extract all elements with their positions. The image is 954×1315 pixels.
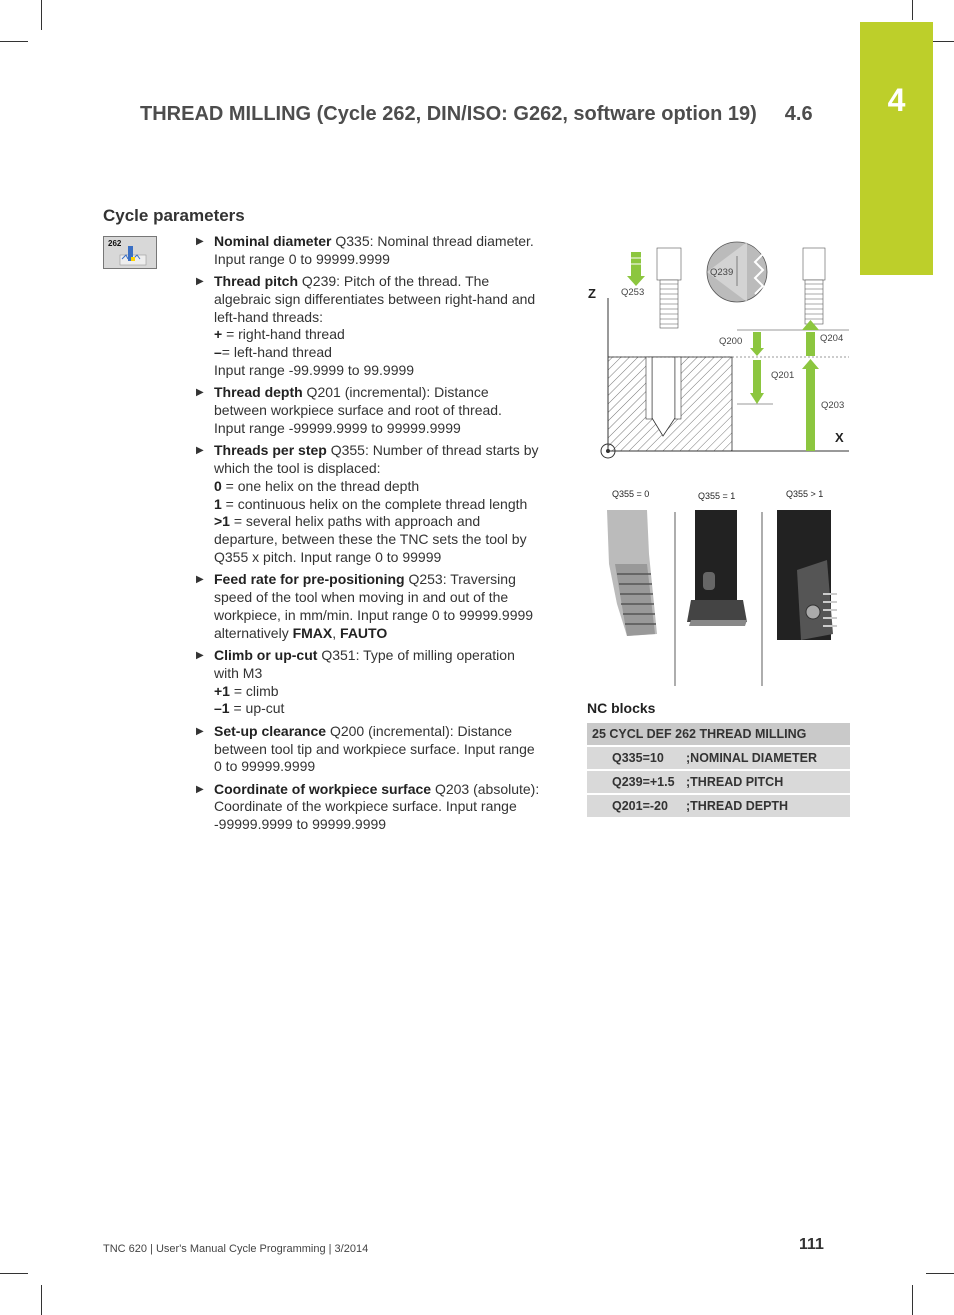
- page-header: [140, 103, 813, 126]
- parameter-line: [214, 647, 558, 665]
- text-run: 0 to 99999.9999: [214, 758, 316, 775]
- text-run: Q335: Nominal thread diameter.: [331, 233, 534, 249]
- q203-label: Q203: [821, 400, 845, 411]
- tool-photo-2: [687, 510, 747, 626]
- parameter-line: [214, 309, 558, 327]
- q200-label: Q200: [719, 336, 743, 347]
- parameter-line: [214, 607, 558, 625]
- parameter-item: [196, 384, 558, 437]
- text-run: alternatively: [214, 624, 293, 641]
- q253-label: Q253: [621, 287, 645, 298]
- text-run: between workpiece surface and root of thread.: [214, 402, 502, 419]
- parameter-line: [214, 442, 558, 460]
- text-run: speed of the tool when moving in and out of the: [214, 589, 509, 606]
- parameter-item: [196, 273, 558, 380]
- footer-text: TNC 620 | User's Manual Cycle Programming | 3/2014: [103, 1243, 369, 1255]
- text-run: left-hand threads:: [214, 308, 323, 325]
- section-number: 4.6: [784, 103, 813, 125]
- threads-per-step-photos: [587, 484, 852, 689]
- feed-rate-arrow: [627, 252, 645, 286]
- text-run: -99999.9999 to 99999.9999: [214, 816, 387, 833]
- tool-photo-1: [607, 510, 657, 636]
- bold-text: –1: [214, 700, 230, 717]
- text-run: Q201 (incremental): Distance: [302, 384, 489, 401]
- text-run: Q253: Traversing: [404, 571, 516, 588]
- q239-label: Q239: [710, 267, 734, 278]
- parameter-line: [214, 233, 558, 251]
- tool-1: [657, 248, 681, 328]
- bold-text: Set-up clearance: [214, 722, 327, 739]
- parameter-line: [214, 251, 558, 269]
- parameter-line: [214, 344, 558, 362]
- q201-label: Q201: [771, 370, 795, 381]
- parameter-line: [214, 589, 558, 607]
- nc-blocks-heading: NC blocks: [587, 700, 656, 716]
- text-run: = climb: [229, 682, 279, 699]
- bullet-arrow-icon: ▶: [196, 650, 204, 662]
- parameter-line: [214, 460, 558, 478]
- parameter-line: [214, 549, 558, 567]
- nc-blocks-table: [587, 723, 850, 819]
- bullet-arrow-icon: ▶: [196, 574, 204, 586]
- tool-2: [803, 248, 825, 324]
- bold-text: +: [214, 326, 223, 343]
- text-run: Q200 (incremental): Distance: [326, 722, 513, 739]
- parameter-item: [196, 571, 558, 642]
- parameter-item: [196, 723, 558, 776]
- parameter-item: [196, 647, 558, 718]
- parameter-line: [214, 816, 558, 834]
- photo-label-q355-1: Q355 = 1: [698, 491, 736, 501]
- bold-text: +1: [214, 682, 230, 699]
- crop-mark: [912, 0, 913, 20]
- text-run: workpiece, in mm/min. Input range 0 to 99999.9999: [214, 606, 534, 623]
- bold-text: 0: [214, 477, 222, 494]
- parameter-line: [214, 291, 558, 309]
- crop-mark: [926, 1273, 954, 1274]
- nc-comment: ;THREAD PITCH: [686, 775, 784, 789]
- parameter-line: [214, 531, 558, 549]
- bullet-arrow-icon: ▶: [196, 387, 204, 399]
- bullet-arrow-icon: ▶: [196, 445, 204, 457]
- page-title: THREAD MILLING (Cycle 262, DIN/ISO: G262, software option 19): [140, 103, 757, 125]
- bullet-arrow-icon: ▶: [196, 725, 204, 737]
- chapter-tab: [860, 22, 933, 275]
- photo-label-q355-gt1: Q355 > 1: [786, 489, 824, 499]
- bold-text: Nominal diameter: [214, 233, 332, 249]
- bullet-arrow-icon: ▶: [196, 236, 204, 247]
- bold-text: Thread depth: [214, 384, 303, 401]
- nc-header-row: 25 CYCL DEF 262 THREAD MILLING: [587, 723, 850, 745]
- text-run: = right-hand thread: [222, 326, 345, 343]
- bold-text: –: [214, 344, 222, 361]
- bold-text: >1: [214, 513, 230, 530]
- parameter-line: [214, 420, 558, 438]
- text-run: = several helix paths with approach and: [229, 513, 481, 530]
- text-run: Q239: Pitch of the thread. The: [298, 273, 490, 290]
- x-axis-label: X: [835, 430, 844, 445]
- parameter-item: [196, 442, 558, 567]
- parameter-line: [214, 402, 558, 420]
- page-number: 111: [799, 1236, 824, 1253]
- parameter-list: [196, 233, 558, 839]
- text-run: Q355 x pitch. Input range 0 to 99999: [214, 549, 442, 566]
- text-run: = one helix on the thread depth: [221, 477, 420, 494]
- text-run: Input range 0 to 99999.9999: [214, 250, 390, 267]
- chapter-number: 4: [887, 82, 906, 118]
- text-run: with M3: [214, 664, 263, 681]
- text-run: Input range -99.9999 to 99.9999: [214, 362, 415, 379]
- parameter-line: [214, 496, 558, 514]
- z-axis-label: Z: [588, 286, 596, 301]
- parameter-line: [214, 384, 558, 402]
- q204-label: Q204: [820, 333, 844, 344]
- text-run: Q355: Number of thread starts by: [326, 442, 539, 459]
- bold-text: FMAX: [292, 624, 333, 641]
- bold-text: Coordinate of workpiece surface: [214, 780, 432, 797]
- text-run: Q351: Type of milling operation: [317, 647, 515, 664]
- nc-row: [587, 795, 850, 817]
- nc-comment: ;THREAD DEPTH: [686, 799, 789, 813]
- nc-row: [587, 771, 850, 793]
- parameter-line: [214, 683, 558, 701]
- nc-row: [587, 747, 850, 769]
- nc-comment: ;NOMINAL DIAMETER: [686, 751, 818, 765]
- crop-mark: [912, 1285, 913, 1315]
- bullet-arrow-icon: ▶: [196, 276, 204, 288]
- text-run: = left-hand thread: [221, 344, 332, 361]
- photo-label-q355-0: Q355 = 0: [612, 489, 650, 499]
- nc-value: Q201=-20: [612, 799, 668, 813]
- parameter-line: [214, 326, 558, 344]
- parameter-line: [214, 478, 558, 496]
- text-run: ,: [332, 624, 341, 641]
- text-run: between tool tip and workpiece surface. Input range: [214, 740, 535, 757]
- parameter-line: [214, 665, 558, 683]
- crop-mark: [0, 41, 28, 42]
- parameter-item: [196, 233, 558, 269]
- bullet-arrow-icon: ▶: [196, 783, 204, 795]
- text-run: = continuous helix on the complete thread length: [221, 495, 528, 512]
- thread-milling-diagram: [587, 238, 852, 468]
- parameter-line: [214, 513, 558, 531]
- nc-value: Q335=10: [612, 751, 664, 765]
- text-run: Input range -99999.9999 to 99999.9999: [214, 419, 461, 436]
- crop-mark: [0, 1273, 28, 1274]
- cycle-icon-label: 262: [108, 239, 122, 248]
- parameter-line: [214, 625, 558, 643]
- parameter-line: [214, 758, 558, 776]
- nc-value: Q239=+1.5: [612, 775, 675, 789]
- crop-mark: [41, 1285, 42, 1315]
- parameter-line: [214, 362, 558, 380]
- parameter-line: [214, 700, 558, 718]
- text-run: which the tool is displaced:: [214, 460, 381, 477]
- text-run: departure, between these the TNC sets the tool by: [214, 531, 527, 548]
- parameter-line: [214, 571, 558, 589]
- text-run: algebraic sign differentiates between right-hand and: [214, 290, 536, 307]
- cycle-262-icon: [103, 236, 157, 269]
- text-run: = up-cut: [229, 700, 285, 717]
- parameter-line: [214, 781, 558, 799]
- tool-photo-3: [777, 510, 837, 640]
- bold-text: 1: [214, 495, 222, 512]
- bold-text: Climb or up-cut: [214, 647, 318, 664]
- text-run: Q203 (absolute):: [431, 780, 540, 797]
- bold-text: Feed rate for pre-positioning: [214, 571, 405, 588]
- parameter-line: [214, 741, 558, 759]
- bold-text: Thread pitch: [214, 273, 299, 290]
- bold-text: Threads per step: [214, 442, 327, 459]
- parameter-line: [214, 723, 558, 741]
- bold-text: FAUTO: [340, 624, 388, 641]
- parameter-item: [196, 781, 558, 834]
- parameter-line: [214, 798, 558, 816]
- parameter-line: [214, 273, 558, 291]
- cycle-parameters-heading: Cycle parameters: [103, 206, 245, 225]
- crop-mark: [41, 0, 42, 30]
- text-run: Coordinate of the workpiece surface. Input range: [214, 798, 517, 815]
